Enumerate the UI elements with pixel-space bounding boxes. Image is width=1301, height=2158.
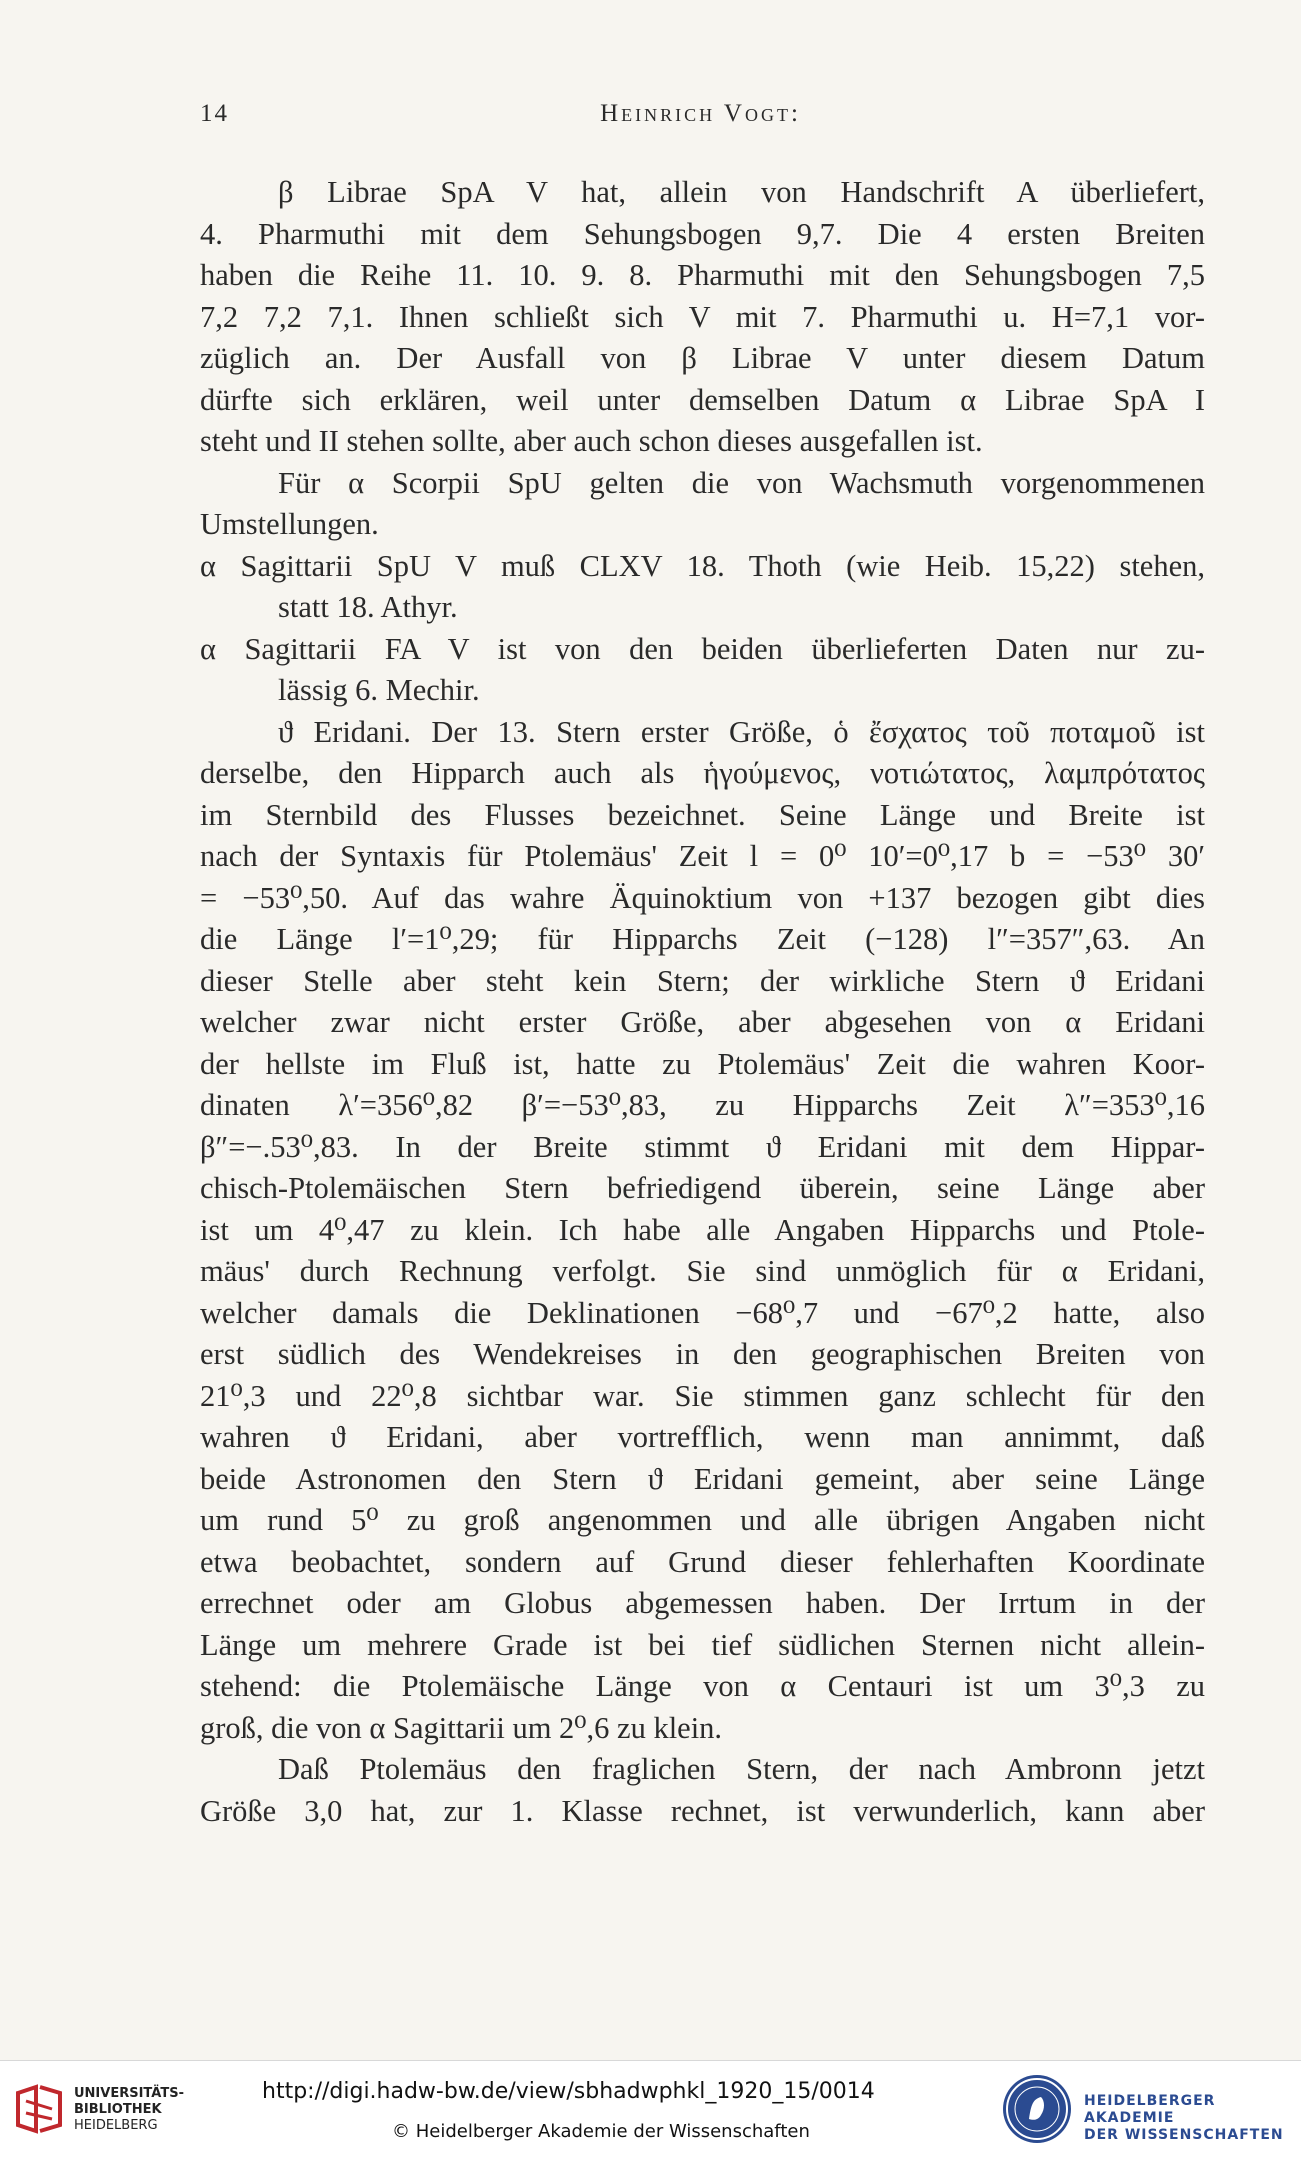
text-line: errechnet oder am Globus abgemessen haben. Der Irrtum in der — [200, 1586, 1205, 1620]
text-line: lässig 6. Mechir. — [278, 673, 480, 707]
text-line: der hellste im Fluß ist, hatte zu Ptolemäus' Zeit die wahren Koor- — [200, 1046, 1205, 1081]
text-line: Umstellungen. — [200, 507, 379, 541]
text-line: etwa beobachtet, sondern auf Grund dieser fehlerhaften Koordinate — [200, 1544, 1205, 1579]
text-line: haben die Reihe 11. 10. 9. 8. Pharmuthi mit den Sehungsbogen 7,5 — [200, 258, 1205, 292]
text-line: Für α Scorpii SpU gelten die von Wachsmuth vorgenommenen — [278, 465, 1205, 500]
body-text — [200, 172, 1205, 1832]
text-line: mäus' durch Rechnung verfolgt. Sie sind unmöglich für α Eridani, — [200, 1254, 1205, 1288]
hadw-line-2: DER WISSENSCHAFTEN — [1084, 2127, 1284, 2143]
text-line: welcher damals die Deklinationen −68⁰,7 und −67⁰,2 hatte, also — [200, 1295, 1205, 1330]
text-line: stehend: die Ptolemäische Länge von α Centauri ist um 3⁰,3 zu — [200, 1669, 1205, 1703]
text-line: welcher zwar nicht erster Größe, aber abgesehen von α Eridani — [200, 1005, 1205, 1039]
university-library-logo-icon[interactable] — [12, 2083, 68, 2137]
page-header — [200, 100, 1201, 140]
hadw-line-1: HEIDELBERGER AKADEMIE — [1084, 2093, 1216, 2126]
ub-line-2: BIBLIOTHEK — [74, 2102, 162, 2117]
text-line: derselbe, den Hipparch auch als ἡγούμενος, νοτιώτατος, λαμπρότατος — [200, 756, 1205, 790]
text-line: nach der Syntaxis für Ptolemäus' Zeit l = 0⁰ 10′=0⁰,17 b = −53⁰ 30′ — [200, 839, 1205, 873]
text-line: ist um 4⁰,47 zu klein. Ich habe alle Angaben Hipparchs und Ptole- — [200, 1212, 1205, 1247]
text-line: 4. Pharmuthi mit dem Sehungsbogen 9,7. Die 4 ersten Breiten — [200, 216, 1205, 251]
university-library-name — [74, 2086, 184, 2134]
text-line: um rund 5⁰ zu groß angenommen und alle übrigen Angaben nicht — [200, 1503, 1205, 1537]
text-line: dürfte sich erklären, weil unter demselben Datum α Librae SpA I — [200, 382, 1205, 417]
text-line: dieser Stelle aber steht kein Stern; der wirkliche Stern ϑ Eridani — [200, 963, 1205, 998]
text-line: β Librae SpA V hat, allein von Handschrift A überliefert, — [278, 175, 1205, 209]
text-line: steht und II stehen sollte, aber auch schon dieses ausgefallen ist. — [200, 424, 983, 458]
text-line: züglich an. Der Ausfall von β Librae V unter diesem Datum — [200, 341, 1205, 375]
academy-name — [1084, 2093, 1301, 2144]
text-line: α Sagittarii FA V ist von den beiden überlieferten Daten nur zu- — [200, 631, 1205, 666]
permalink-url[interactable]: http://digi.hadw-bw.de/view/sbhadwphkl_1920_15/0014 — [262, 2079, 875, 2104]
text-line: α Sagittarii SpU V muß CLXV 18. Thoth (wie Heib. 15,22) stehen, — [200, 548, 1205, 583]
text-line: beide Astronomen den Stern ϑ Eridani gemeint, aber seine Länge — [200, 1461, 1205, 1496]
text-line: = −53⁰,50. Auf das wahre Äquinoktium von +137 bezogen gibt dies — [200, 880, 1205, 915]
text-line: die Länge l′=1⁰,29; für Hipparchs Zeit (−128) l″=357″,63. An — [200, 922, 1205, 956]
academy-seal-icon[interactable] — [1003, 2075, 1071, 2143]
text-line: erst südlich des Wendekreises in den geographischen Breiten von — [200, 1337, 1205, 1371]
text-line: 21⁰,3 und 22⁰,8 sichtbar war. Sie stimmen ganz schlecht für den — [200, 1378, 1205, 1413]
text-line: wahren ϑ Eridani, aber vortrefflich, wenn man annimmt, daß — [200, 1420, 1205, 1454]
copyright-notice: © Heidelberger Akademie der Wissenschaften — [392, 2121, 810, 2142]
text-line: Daß Ptolemäus den fraglichen Stern, der nach Ambronn jetzt — [278, 1752, 1205, 1786]
text-line: chisch-Ptolemäischen Stern befriedigend überein, seine Länge aber — [200, 1171, 1205, 1205]
text-line: groß, die von α Sagittarii um 2⁰,6 zu klein. — [200, 1710, 723, 1745]
ub-line-3: HEIDELBERG — [74, 2118, 158, 2133]
ub-line-1: UNIVERSITÄTS- — [74, 2086, 184, 2101]
running-title: Heinrich Vogt: — [600, 100, 801, 127]
text-line: Größe 3,0 hat, zur 1. Klasse rechnet, ist verwunderlich, kann aber — [200, 1793, 1205, 1828]
text-line: Länge um mehrere Grade ist bei tief südlichen Sternen nicht allein- — [200, 1627, 1205, 1662]
text-line: β″=−.53⁰,83. In der Breite stimmt ϑ Eridani mit dem Hippar- — [200, 1129, 1205, 1164]
text-line: im Sternbild des Flusses bezeichnet. Seine Länge und Breite ist — [200, 797, 1205, 832]
text-line: ϑ Eridani. Der 13. Stern erster Größe, ὁ ἔσχατος τοῦ ποταμοῦ ist — [278, 714, 1205, 749]
text-line: 7,2 7,2 7,1. Ihnen schließt sich V mit 7. Pharmuthi u. H=7,1 vor- — [200, 299, 1205, 334]
page-number: 14 — [200, 100, 229, 127]
text-line: statt 18. Athyr. — [278, 590, 458, 624]
text-line: dinaten λ′=356⁰,82 β′=−53⁰,83, zu Hipparchs Zeit λ″=353⁰,16 — [200, 1088, 1205, 1122]
footer-bar — [0, 2060, 1301, 2158]
